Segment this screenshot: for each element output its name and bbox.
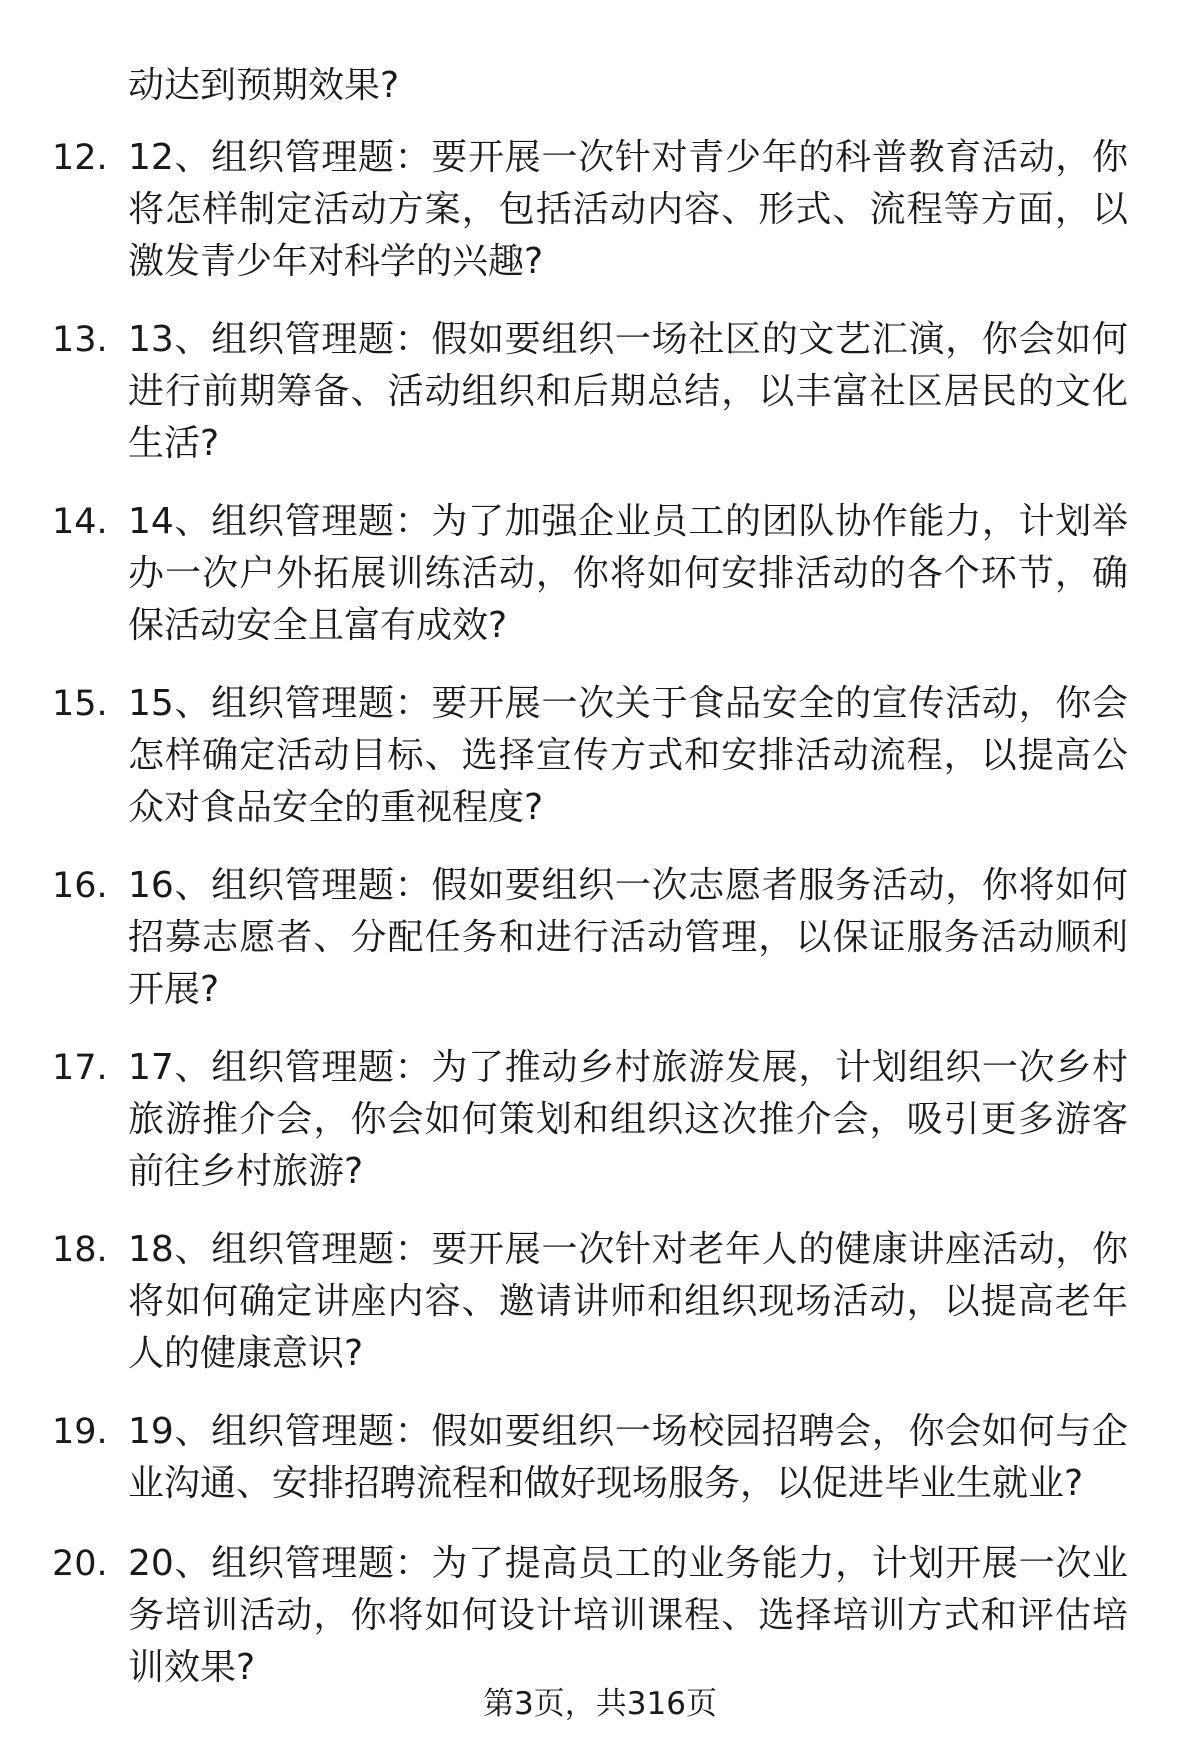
list-item [52,496,1142,652]
item-number: 14. [52,502,108,542]
list-item [52,1406,1142,1510]
item-text: 15、组织管理题：要开展一次关于食品安全的宣传活动，你会怎样确定活动目标、选择宣传方式和安排活动流程，以提高公众对食品安全的重视程度? [128,683,1128,828]
list-item [52,678,1142,834]
list-item [52,314,1142,470]
item-text: 14、组织管理题：为了加强企业员工的团队协作能力，计划举办一次户外拓展训练活动，你将如何安排活动的各个环节，确保活动安全且富有成效? [128,501,1128,646]
item-number: 13. [52,320,108,360]
list-item [52,132,1142,288]
item-text: 18、组织管理题：要开展一次针对老年人的健康讲座活动，你将如何确定讲座内容、邀请讲师和组织现场活动，以提高老年人的健康意识? [128,1229,1128,1374]
item-text: 13、组织管理题：假如要组织一场社区的文艺汇演，你会如何进行前期筹备、活动组织和后期总结，以丰富社区居民的文化生活? [128,319,1128,464]
item-number: 15. [52,684,108,724]
list-item [52,860,1142,1016]
continuation-text: 动达到预期效果? [128,65,400,106]
item-text: 12、组织管理题：要开展一次针对青少年的科普教育活动，你将怎样制定活动方案，包括活动内容、形式、流程等方面，以激发青少年对科学的兴趣? [128,137,1128,282]
item-number: 18. [52,1230,108,1270]
item-text: 19、组织管理题：假如要组织一场校园招聘会，你会如何与企业沟通、安排招聘流程和做好现场服务，以促进毕业生就业? [128,1411,1128,1504]
item-number: 19. [52,1412,108,1452]
item-number: 16. [52,866,108,906]
item-text: 17、组织管理题：为了推动乡村旅游发展，计划组织一次乡村旅游推介会，你会如何策划和组织这次推介会，吸引更多游客前往乡村旅游? [128,1047,1128,1192]
item-number: 17. [52,1048,108,1088]
item-text: 16、组织管理题：假如要组织一次志愿者服务活动，你将如何招募志愿者、分配任务和进行活动管理，以保证服务活动顺利开展? [128,865,1128,1010]
item-text: 20、组织管理题：为了提高员工的业务能力，计划开展一次业务培训活动，你将如何设计培训课程、选择培训方式和评估培训效果? [128,1543,1128,1688]
item-number: 12. [52,138,108,178]
list-item [52,1538,1142,1694]
page-footer: 第3页，共316页 [483,1686,717,1722]
item-number: 20. [52,1544,108,1584]
list-item [52,1042,1142,1198]
list-item [52,1224,1142,1380]
